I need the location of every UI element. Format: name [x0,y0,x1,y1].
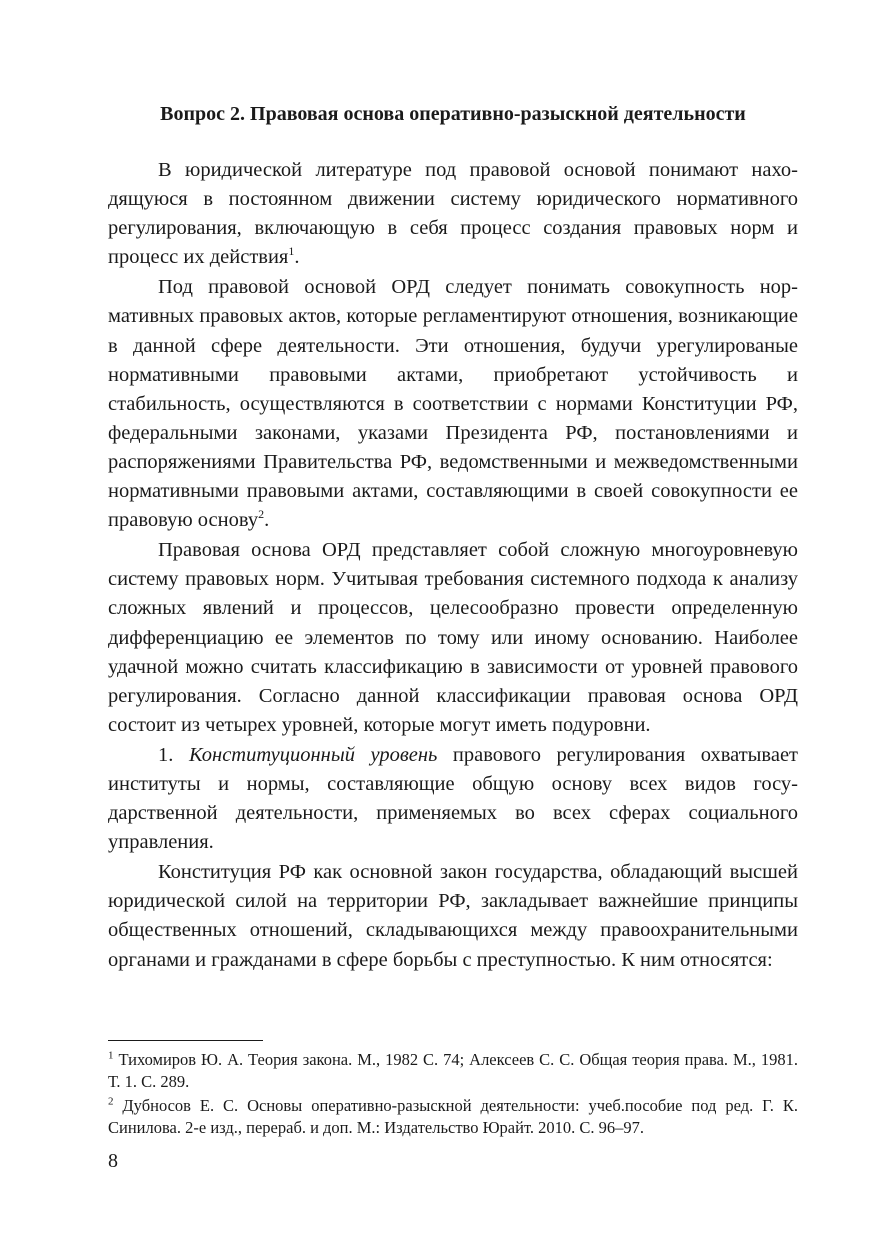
footnotes [108,1049,798,1139]
paragraph-3: Правовая основа ОРД представляет собой сложную многоуровневую систему правовых норм. Учитывая требования системного подхода к анализу сложных явлений и процессов, целесообразно провести определенную дифференциацию ее элементов по тому или иному основанию. Наиболее удачной можно считать классификацию в зависимости от уровней правового регулирования. Согласно данной классификации правовая основа ОРД состоит из четырех уровней, которые могут иметь подуровни. [108,539,798,736]
section-heading: Вопрос 2. Правовая основа оперативно-разыскной деятельности [160,103,746,125]
paragraph-5: Конституция РФ как основной закон государства, обладающий высшей юридической силой на территории РФ, закладывает важнейшие принципы общественных отношений, складывающихся между правоохранительными органами и гражданами в сфере борьбы с преступностью. К ним относятся: [108,861,798,971]
paragraph-4 [108,741,798,857]
list-number: 1. [158,743,189,766]
paragraph-1 [108,156,798,272]
paragraph-1-text: В юридической литературе под правовой основой понимают находящуюся в постоянном движении систему юридического нормативного регулирования, включающую в себя процесс создания правовых норм и процесс их действия [108,159,798,269]
paragraph-2 [108,273,798,535]
italic-term: Конституционный уровень [188,743,438,766]
paragraph-2-end: . [264,509,270,532]
footnote-ref-1[interactable]: 1 [288,244,295,259]
footnote-1 [108,1049,798,1093]
footnote-mark-2: 2 [108,1095,114,1108]
paragraph-1-end: . [294,246,300,269]
body-text [108,156,798,975]
footnote-ref-2[interactable]: 2 [258,507,265,522]
footnote-mark-1: 1 [108,1049,114,1062]
paragraph-4-text: правового регулирования охватывает институты и нормы, составляющие общую основу всех видов государственной деятельности, применяемых во всех сферах социального управления. [108,743,798,854]
page-number: 8 [108,1150,118,1172]
footnote-2-text: Дубносов Е. С. Основы оперативно-разыскной деятельности: учеб.пособие под ред. Г. К. Синилова. 2-е изд., перераб. и доп. М.: Издательство Юрайт. 2010. С. 96–97. [108,1096,798,1137]
footnote-2 [108,1095,798,1139]
footnote-1-text: Тихомиров Ю. А. Теория закона. М., 1982 С. 74; Алексеев С. С. Общая теория права. М., 1981. Т. 1. С. 289. [108,1050,798,1091]
footnote-divider [108,1040,263,1041]
paragraph-2-text: Под правовой основой ОРД следует понимать совокупность нормативных правовых актов, которые регламентируют отношения, возникающие в данной сфере деятельности. Эти отношения, будучи урегулированые нормативными правовыми актами, приобретают устойчивость и стабильность, осуществляются в соответствии с нормами Конституции РФ, федеральными законами, указами Президента РФ, постановлениями и распоряжениями Правительства РФ, ведомственными и межведомственными нормативными правовыми актами, составляющими в своей совокупности ее правовую основу [108,276,798,532]
